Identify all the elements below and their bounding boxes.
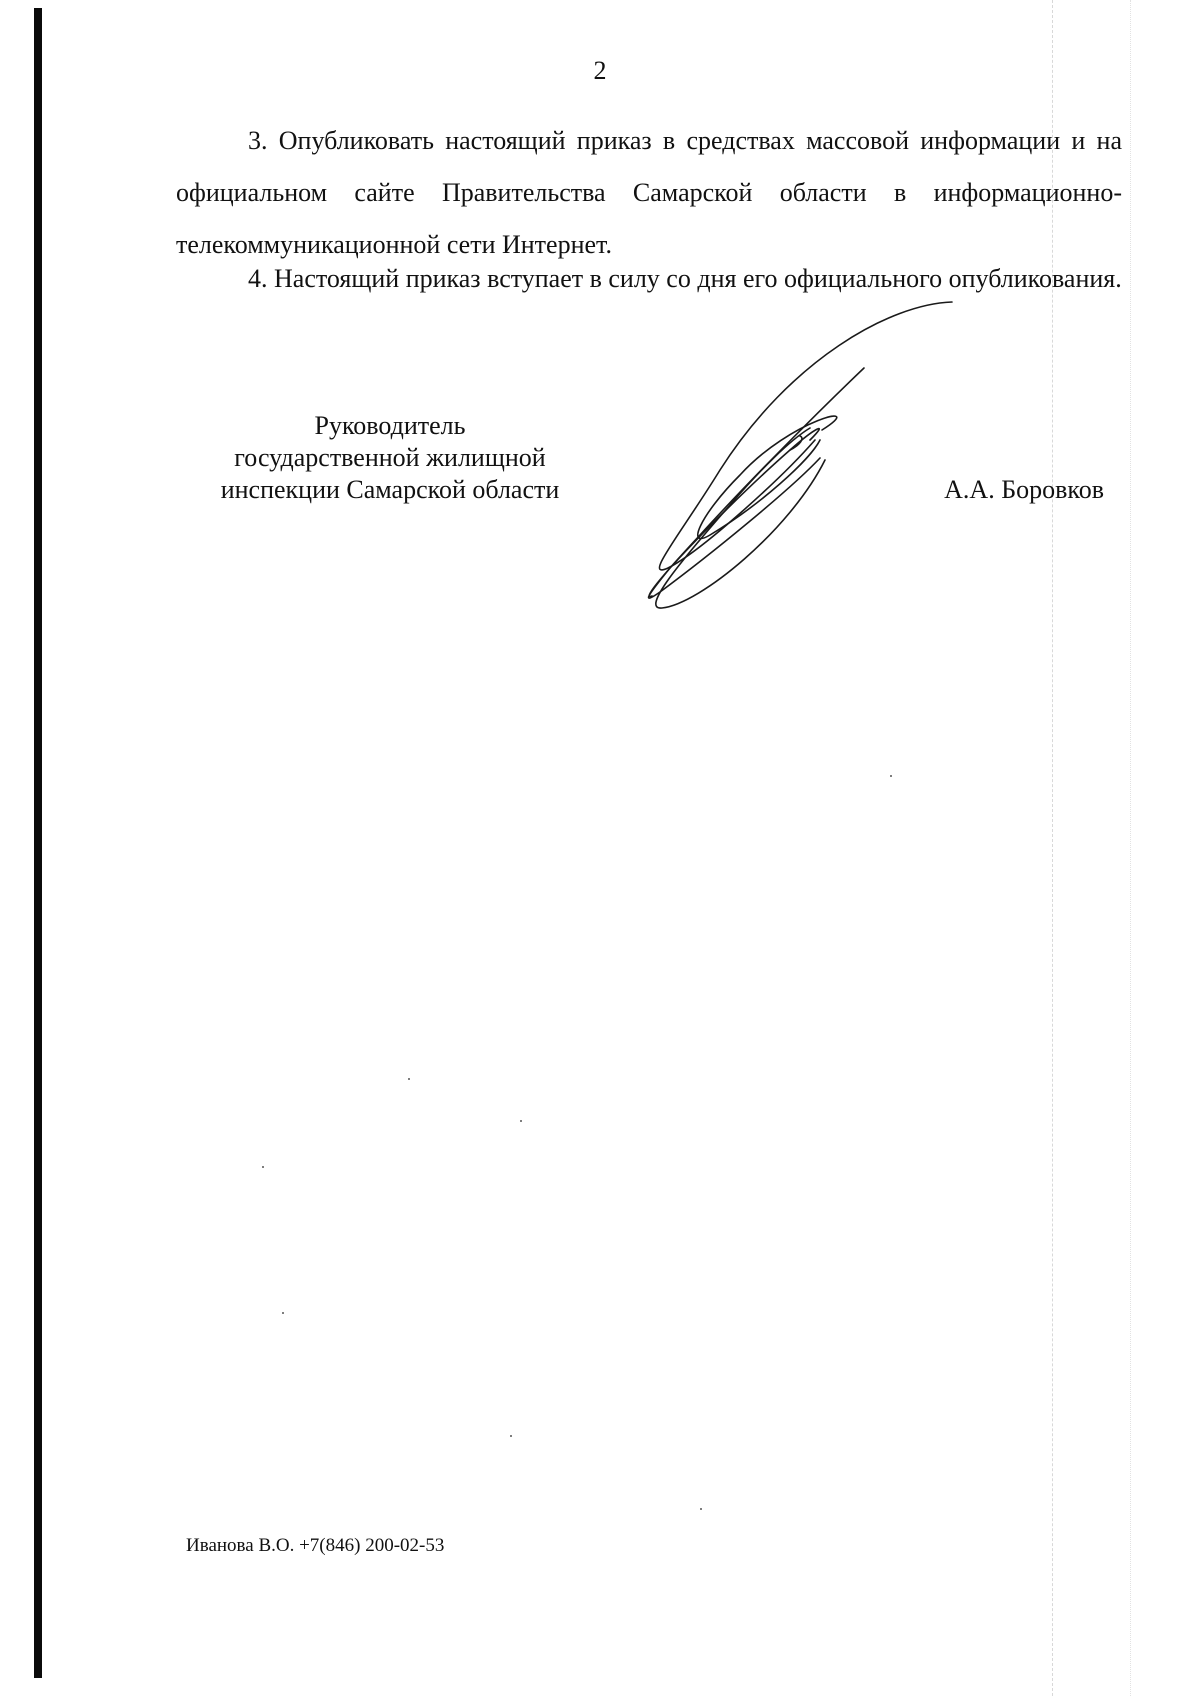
scan-speck [262, 1166, 264, 1168]
signatory-title-line: Руководитель [314, 411, 466, 440]
scan-speck [700, 1508, 702, 1510]
paragraph-number: 3. [248, 126, 268, 155]
scan-speck [890, 775, 892, 777]
paragraph-text: Настоящий приказ вступает в силу со дня его официального опубликования. [274, 264, 1122, 293]
scan-speck [520, 1120, 522, 1122]
scan-edge-line [1130, 0, 1132, 1696]
paragraph-number: 4. [248, 264, 268, 293]
scan-speck [510, 1435, 512, 1437]
signatory-name: А.А. Боровков [944, 475, 1104, 504]
paragraph-text: Опубликовать настоящий приказ в средствах массовой информации и на официальном сайте Правительства Самарской области в информационно-телекоммуникационной сети Интернет. [176, 126, 1123, 259]
scan-binding-bar [34, 8, 42, 1678]
signature-stroke [656, 428, 825, 608]
page-number: 2 [593, 56, 607, 85]
scan-speck [408, 1078, 410, 1080]
signatory-title-line: государственной жилищной [234, 443, 546, 472]
signatory-title-line: инспекции Самарской области [220, 475, 560, 504]
scan-speck [282, 1312, 284, 1314]
paragraph-4 [176, 253, 1122, 305]
executor-contact: Иванова В.О. +7(846) 200-02-53 [186, 1535, 445, 1556]
signatory-title [190, 410, 590, 506]
paragraph-3 [176, 115, 1122, 271]
